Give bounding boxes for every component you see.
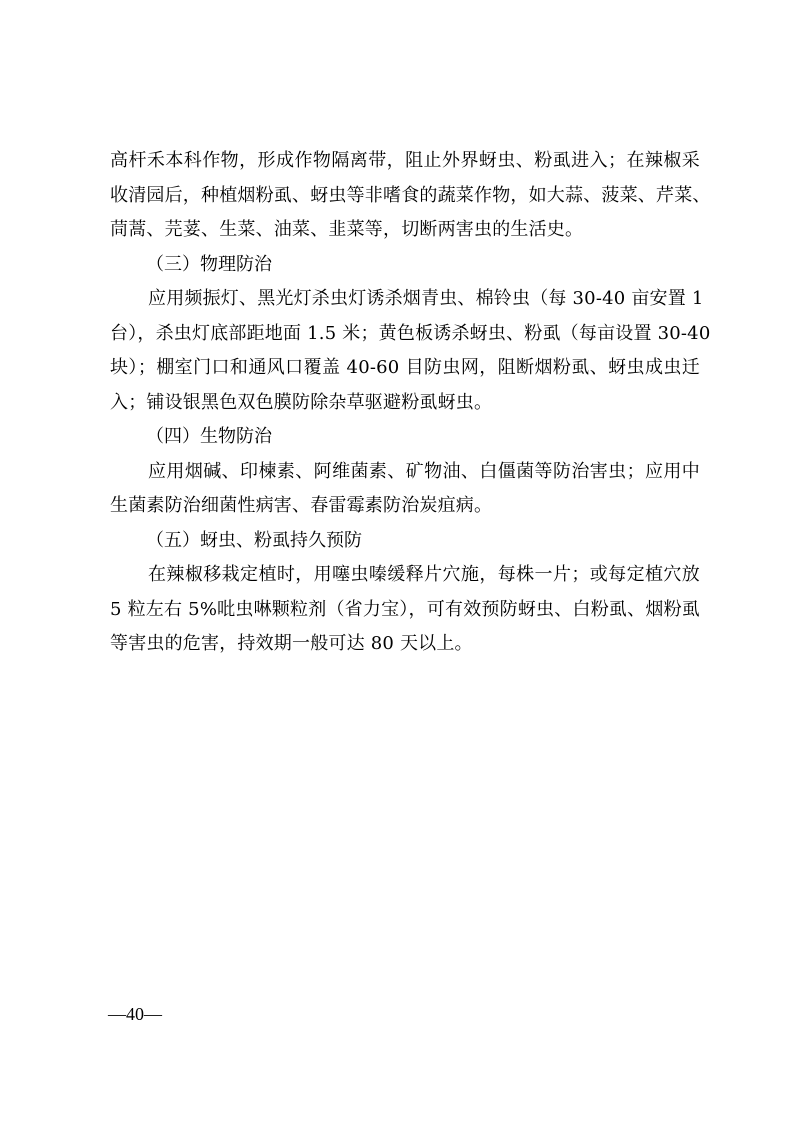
paragraph-line: 生菌素防治细菌性病害、春雷霉素防治炭疽病。 [110,495,493,516]
paragraph-line: 收清园后，种植烟粉虱、蚜虫等非嗜食的蔬菜作物，如大蒜、菠菜、芹菜、 [110,184,711,206]
paragraph-line: 在辣椒移栽定植时，用噻虫嗪缓释片穴施，每株一片；或每定植穴放 [148,564,700,585]
paragraph-line: 应用频振灯、黑光灯杀虫灯诱杀烟青虫、棉铃虫（每 30-40 亩安置 1 [148,288,704,309]
paragraph-line: 茼蒿、芫荽、生菜、油菜、韭菜等，切断两害虫的生活史。 [110,219,584,240]
paragraph-line: 高杆禾本科作物，形成作物隔离带，阻止外界蚜虫、粉虱进入；在辣椒采 [110,150,700,171]
page-number: —40— [108,1004,162,1024]
section-heading-biological-control: （四）生物防治 [146,426,272,447]
paragraph-line: 台），杀虫灯底部距地面 1.5 米；黄色板诱杀蚜虫、粉虱（每亩设置 30-40 [110,322,711,344]
section-heading-persistent-prevention: （五）蚜虫、粉虱持久预防 [146,529,362,551]
section-heading-physical-control: （三）物理防治 [146,253,272,275]
paragraph-line: 块）；棚室门口和通风口覆盖 40-60 目防虫网，阻断烟粉虱、蚜虫成虫迁 [110,357,700,378]
paragraph-line: 应用烟碱、印楝素、阿维菌素、矿物油、白僵菌等防治害虫；应用中 [148,460,700,482]
document-body [110,144,711,662]
paragraph-line: 5 粒左右 5%吡虫啉颗粒剂（省力宝），可有效预防蚜虫、白粉虱、烟粉虱 [110,598,700,620]
paragraph-line: 入；铺设银黑色双色膜防除杂草驱避粉虱蚜虫。 [110,391,493,413]
paragraph-line: 等害虫的危害，持效期一般可达 80 天以上。 [110,633,473,654]
